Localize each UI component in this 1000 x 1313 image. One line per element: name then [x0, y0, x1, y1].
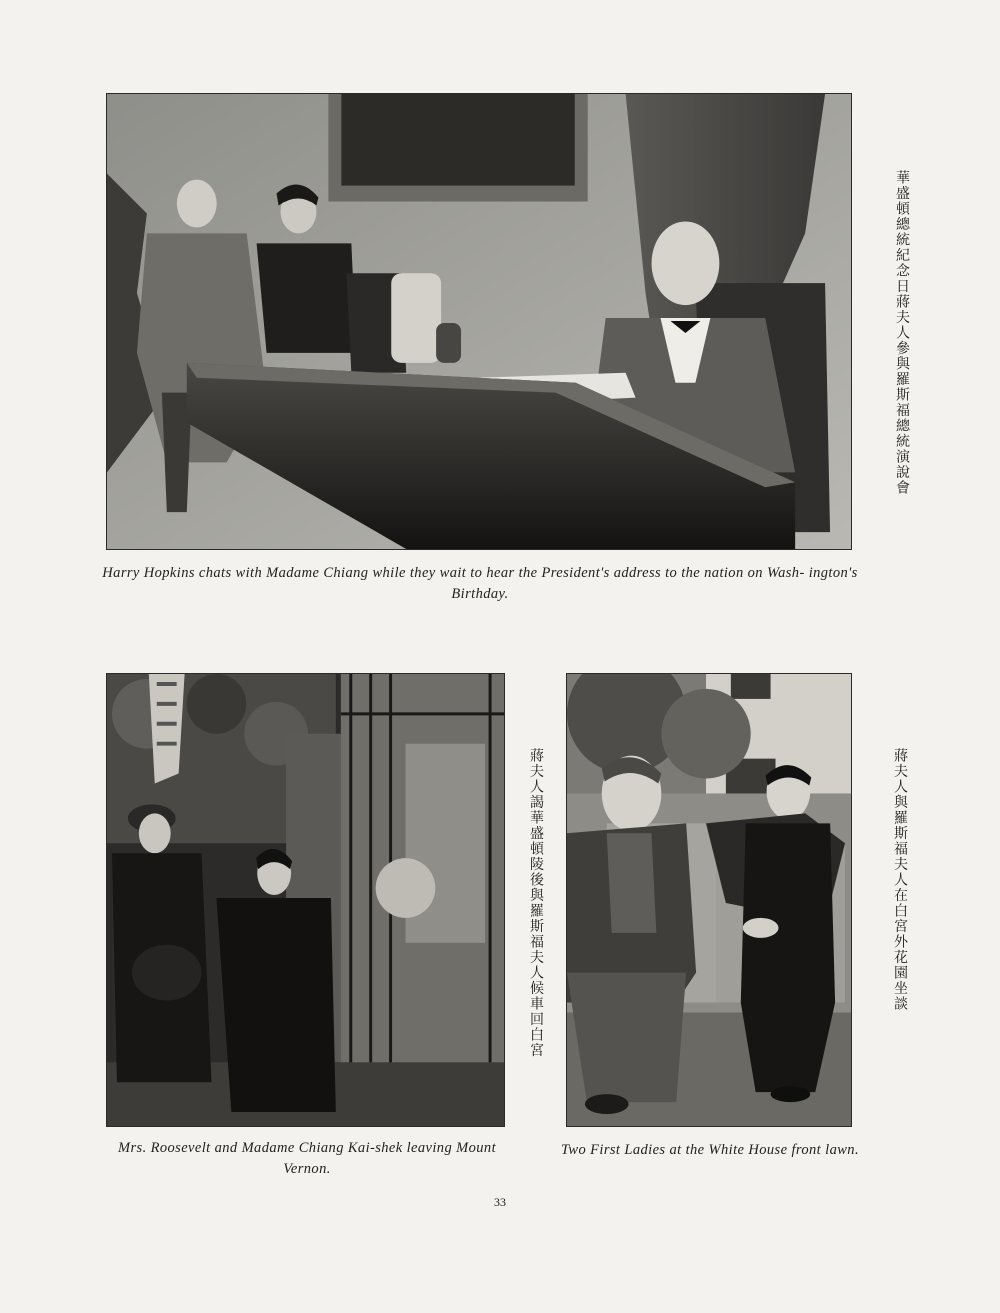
bottom-right-photo-image [567, 674, 851, 1126]
bottom-right-chinese-caption: 蔣夫人與羅斯福夫人在白宮外花園坐談 [892, 748, 908, 1012]
bottom-left-photo-image [107, 674, 504, 1126]
bottom-left-caption: Mrs. Roosevelt and Madame Chiang Kai-shek leaving Mount Vernon. [118, 1140, 496, 1177]
top-chinese-caption: 華盛頓總統紀念日蔣夫人參與羅斯福總統演說會 [894, 170, 910, 496]
bottom-right-photo [566, 673, 852, 1127]
top-photo [106, 93, 852, 550]
top-photo-image [107, 94, 851, 549]
page-number: 33 [494, 1195, 506, 1209]
top-caption: Harry Hopkins chats with Madame Chiang while they wait to hear the President's address to the nation on Wash- ington's Birthday. [102, 565, 858, 602]
bottom-left-chinese-caption: 蔣夫人謁華盛頓陵後與羅斯福夫人候車回白宮 [528, 748, 544, 1058]
bottom-left-photo [106, 673, 505, 1127]
bottom-right-caption: Two First Ladies at the White House front lawn. [561, 1142, 859, 1158]
